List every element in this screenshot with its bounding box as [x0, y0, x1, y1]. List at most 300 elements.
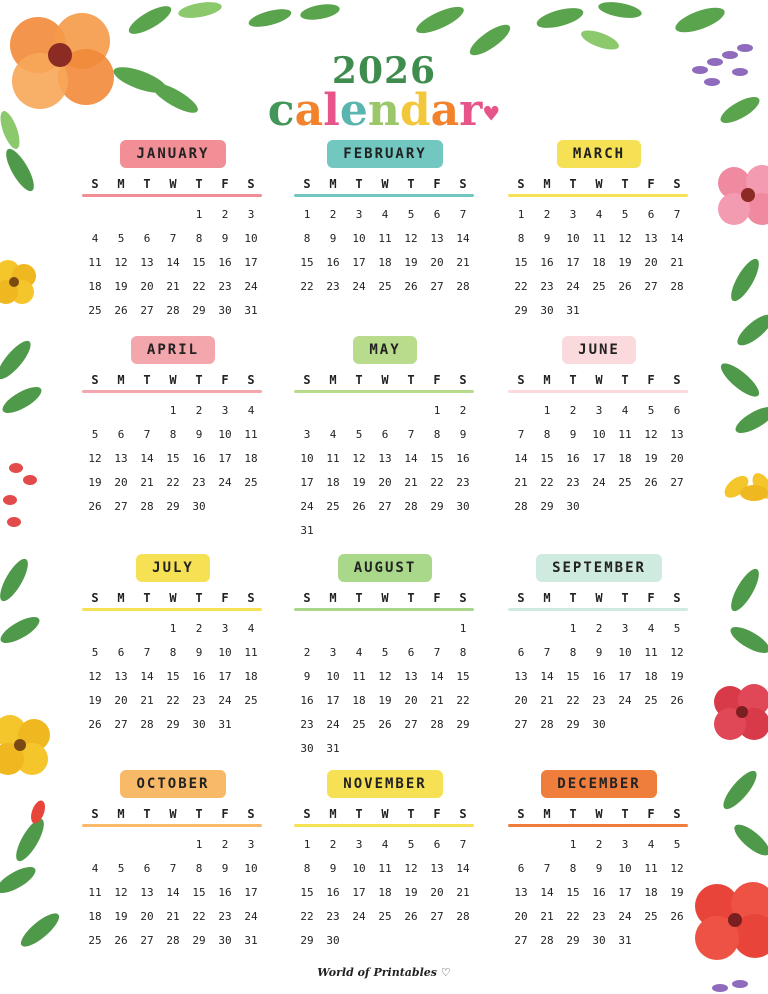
day-cell: 23: [300, 718, 314, 731]
day-cell: 13: [430, 862, 444, 875]
day-cell: 19: [88, 476, 102, 489]
day-cell: 3: [621, 838, 629, 851]
day-cell: 29: [192, 934, 206, 947]
weekday-label: T: [355, 807, 363, 821]
day-cell: 3: [355, 838, 363, 851]
month-underline: [294, 608, 474, 611]
day-cell: 23: [326, 910, 340, 923]
day-cell: 24: [244, 910, 258, 923]
day-cell: 14: [670, 232, 684, 245]
day-cell: 1: [169, 622, 177, 635]
day-cell: 28: [456, 910, 470, 923]
day-cell: 13: [140, 886, 154, 899]
day-cell: 8: [303, 862, 311, 875]
day-cell: 22: [192, 910, 206, 923]
day-cell: 21: [540, 694, 554, 707]
weekday-label: F: [433, 807, 441, 821]
day-cell: 27: [430, 280, 444, 293]
weekday-label: M: [329, 807, 337, 821]
empty-cell: [294, 617, 320, 641]
day-cell: 12: [88, 670, 102, 683]
day-cell: 30: [592, 718, 606, 731]
day-cell: 4: [647, 622, 655, 635]
day-cell: 18: [326, 476, 340, 489]
day-cell: 17: [300, 476, 314, 489]
title-letter: e: [339, 85, 368, 136]
weekday-label: W: [595, 591, 603, 605]
weekday-label: S: [673, 177, 681, 191]
weekday-label: T: [569, 373, 577, 387]
weekday-label: F: [647, 807, 655, 821]
empty-cell: [398, 399, 424, 423]
day-cell: 19: [670, 886, 684, 899]
day-cell: 5: [673, 622, 681, 635]
day-cell: 16: [192, 670, 206, 683]
weekday-header: [294, 590, 476, 606]
day-cell: 20: [404, 694, 418, 707]
month-label: AUGUST: [338, 554, 433, 582]
weekday-label: W: [381, 591, 389, 605]
day-grid: [294, 617, 476, 761]
weekday-label: T: [195, 591, 203, 605]
day-cell: 15: [566, 670, 580, 683]
day-cell: 18: [378, 256, 392, 269]
day-cell: 18: [88, 910, 102, 923]
day-cell: 13: [670, 428, 684, 441]
empty-cell: [508, 833, 534, 857]
day-cell: 15: [192, 886, 206, 899]
day-cell: 8: [169, 428, 177, 441]
day-cell: 28: [540, 718, 554, 731]
day-cell: 17: [218, 670, 232, 683]
day-cell: 20: [430, 256, 444, 269]
weekday-label: F: [221, 177, 229, 191]
day-cell: 28: [166, 304, 180, 317]
day-cell: 30: [456, 500, 470, 513]
day-cell: 21: [514, 476, 528, 489]
day-cell: 10: [244, 232, 258, 245]
month-june: [508, 336, 690, 519]
day-cell: 15: [456, 670, 470, 683]
empty-cell: [82, 833, 108, 857]
weekday-label: W: [381, 373, 389, 387]
weekday-label: S: [303, 807, 311, 821]
day-cell: 3: [247, 208, 255, 221]
month-underline: [508, 824, 688, 827]
title-letter: l: [323, 85, 340, 136]
month-underline: [508, 390, 688, 393]
day-cell: 11: [644, 862, 658, 875]
day-cell: 14: [514, 452, 528, 465]
day-cell: 3: [329, 646, 337, 659]
day-cell: 18: [244, 670, 258, 683]
weekday-label: S: [247, 373, 255, 387]
day-cell: 12: [404, 862, 418, 875]
day-cell: 13: [644, 232, 658, 245]
day-cell: 19: [88, 694, 102, 707]
day-cell: 2: [459, 404, 467, 417]
day-cell: 11: [378, 862, 392, 875]
day-cell: 6: [143, 232, 151, 245]
day-cell: 4: [91, 232, 99, 245]
day-cell: 12: [644, 428, 658, 441]
day-cell: 23: [566, 476, 580, 489]
day-cell: 8: [543, 428, 551, 441]
title-letter: d: [399, 85, 431, 136]
day-cell: 7: [459, 208, 467, 221]
day-cell: 22: [566, 694, 580, 707]
empty-cell: [320, 399, 346, 423]
day-cell: 4: [647, 838, 655, 851]
day-cell: 16: [300, 694, 314, 707]
day-cell: 18: [592, 256, 606, 269]
weekday-label: T: [407, 807, 415, 821]
calendar-title: [0, 86, 768, 139]
empty-cell: [320, 617, 346, 641]
day-cell: 23: [592, 694, 606, 707]
day-cell: 27: [140, 934, 154, 947]
weekday-label: T: [621, 373, 629, 387]
weekday-label: S: [673, 591, 681, 605]
day-grid: [508, 833, 690, 953]
month-label: JANUARY: [120, 140, 225, 168]
weekday-label: S: [91, 177, 99, 191]
day-cell: 4: [595, 208, 603, 221]
weekday-label: S: [247, 591, 255, 605]
day-cell: 27: [404, 718, 418, 731]
day-cell: 10: [352, 232, 366, 245]
day-cell: 14: [140, 670, 154, 683]
day-cell: 30: [566, 500, 580, 513]
weekday-label: T: [195, 807, 203, 821]
day-cell: 5: [647, 404, 655, 417]
weekday-label: M: [329, 373, 337, 387]
day-cell: 8: [169, 646, 177, 659]
weekday-label: S: [303, 591, 311, 605]
day-cell: 9: [221, 232, 229, 245]
day-cell: 3: [569, 208, 577, 221]
weekday-label: T: [621, 807, 629, 821]
day-cell: 19: [644, 452, 658, 465]
weekday-label: W: [381, 807, 389, 821]
weekday-header: [82, 806, 264, 822]
day-cell: 22: [300, 280, 314, 293]
day-cell: 19: [670, 670, 684, 683]
day-cell: 19: [114, 280, 128, 293]
day-cell: 11: [644, 646, 658, 659]
day-cell: 18: [644, 670, 658, 683]
day-cell: 8: [303, 232, 311, 245]
day-cell: 10: [218, 646, 232, 659]
empty-cell: [346, 617, 372, 641]
day-cell: 2: [195, 404, 203, 417]
weekday-header: [294, 806, 476, 822]
month-label: NOVEMBER: [327, 770, 442, 798]
day-cell: 11: [618, 428, 632, 441]
weekday-label: M: [543, 807, 551, 821]
day-cell: 3: [303, 428, 311, 441]
weekday-label: S: [459, 807, 467, 821]
weekday-label: T: [569, 591, 577, 605]
day-cell: 25: [618, 476, 632, 489]
day-cell: 17: [244, 256, 258, 269]
day-cell: 24: [592, 476, 606, 489]
day-cell: 9: [329, 232, 337, 245]
day-cell: 5: [117, 862, 125, 875]
day-cell: 22: [566, 910, 580, 923]
day-cell: 31: [326, 742, 340, 755]
day-cell: 27: [114, 500, 128, 513]
weekday-label: S: [91, 807, 99, 821]
yellow-flower-icon: [721, 470, 768, 502]
weekday-label: M: [117, 373, 125, 387]
day-cell: 7: [543, 862, 551, 875]
day-cell: 15: [430, 452, 444, 465]
day-cell: 19: [114, 910, 128, 923]
empty-cell: [108, 203, 134, 227]
day-cell: 22: [540, 476, 554, 489]
weekday-label: F: [647, 373, 655, 387]
day-cell: 21: [140, 476, 154, 489]
day-cell: 1: [543, 404, 551, 417]
day-cell: 16: [218, 886, 232, 899]
day-cell: 26: [670, 910, 684, 923]
weekday-label: T: [195, 177, 203, 191]
weekday-label: W: [169, 177, 177, 191]
empty-cell: [108, 617, 134, 641]
weekday-label: T: [355, 373, 363, 387]
day-cell: 10: [244, 862, 258, 875]
weekday-label: S: [517, 373, 525, 387]
day-cell: 25: [244, 694, 258, 707]
day-cell: 1: [433, 404, 441, 417]
day-cell: 28: [404, 500, 418, 513]
day-cell: 29: [540, 500, 554, 513]
day-cell: 9: [329, 862, 337, 875]
month-november: [294, 770, 476, 953]
day-cell: 6: [117, 428, 125, 441]
day-cell: 9: [595, 646, 603, 659]
day-cell: 20: [514, 694, 528, 707]
empty-cell: [108, 833, 134, 857]
weekday-label: S: [459, 177, 467, 191]
day-cell: 22: [514, 280, 528, 293]
day-grid: [294, 399, 476, 543]
empty-cell: [398, 617, 424, 641]
day-cell: 25: [644, 910, 658, 923]
day-cell: 12: [670, 646, 684, 659]
weekday-label: T: [407, 177, 415, 191]
day-cell: 10: [326, 670, 340, 683]
day-cell: 7: [143, 428, 151, 441]
empty-cell: [372, 399, 398, 423]
day-cell: 12: [114, 256, 128, 269]
day-cell: 24: [218, 694, 232, 707]
day-cell: 21: [140, 694, 154, 707]
day-cell: 13: [514, 670, 528, 683]
day-cell: 2: [221, 208, 229, 221]
day-cell: 8: [569, 646, 577, 659]
day-cell: 24: [618, 910, 632, 923]
day-cell: 6: [381, 428, 389, 441]
weekday-label: T: [355, 177, 363, 191]
day-cell: 25: [352, 718, 366, 731]
weekday-label: F: [647, 591, 655, 605]
day-grid: [508, 617, 690, 737]
day-cell: 15: [514, 256, 528, 269]
day-cell: 10: [300, 452, 314, 465]
month-label: JUNE: [562, 336, 636, 364]
day-cell: 12: [88, 452, 102, 465]
day-cell: 30: [218, 304, 232, 317]
day-cell: 7: [543, 646, 551, 659]
weekday-label: W: [169, 591, 177, 605]
day-cell: 25: [644, 694, 658, 707]
day-cell: 11: [592, 232, 606, 245]
day-cell: 25: [326, 500, 340, 513]
day-cell: 11: [326, 452, 340, 465]
day-cell: 14: [456, 862, 470, 875]
weekday-label: M: [543, 177, 551, 191]
weekday-label: M: [117, 591, 125, 605]
day-cell: 30: [300, 742, 314, 755]
day-cell: 29: [456, 718, 470, 731]
day-cell: 25: [378, 280, 392, 293]
day-cell: 6: [143, 862, 151, 875]
day-cell: 14: [140, 452, 154, 465]
day-cell: 8: [459, 646, 467, 659]
calendar-year: 2026: [331, 50, 437, 92]
weekday-label: W: [169, 807, 177, 821]
day-cell: 9: [221, 862, 229, 875]
day-cell: 18: [352, 694, 366, 707]
empty-cell: [82, 617, 108, 641]
day-cell: 18: [644, 886, 658, 899]
day-cell: 24: [300, 500, 314, 513]
day-cell: 15: [166, 452, 180, 465]
day-cell: 17: [326, 694, 340, 707]
day-cell: 20: [378, 476, 392, 489]
day-cell: 31: [244, 304, 258, 317]
day-cell: 3: [247, 838, 255, 851]
month-label: DECEMBER: [541, 770, 656, 798]
day-cell: 28: [540, 934, 554, 947]
day-cell: 24: [218, 476, 232, 489]
day-cell: 20: [430, 886, 444, 899]
day-cell: 4: [247, 622, 255, 635]
day-cell: 27: [114, 718, 128, 731]
day-cell: 7: [433, 646, 441, 659]
month-march: [508, 140, 690, 323]
day-cell: 31: [566, 304, 580, 317]
day-cell: 5: [91, 646, 99, 659]
day-cell: 6: [407, 646, 415, 659]
day-grid: [82, 399, 264, 519]
day-cell: 14: [166, 886, 180, 899]
empty-cell: [134, 399, 160, 423]
day-cell: 9: [595, 862, 603, 875]
weekday-label: S: [673, 373, 681, 387]
weekday-label: T: [407, 373, 415, 387]
red-flower-icon: [714, 684, 768, 740]
day-cell: 24: [244, 280, 258, 293]
weekday-header: [82, 176, 264, 192]
weekday-label: S: [517, 177, 525, 191]
day-cell: 9: [303, 670, 311, 683]
day-cell: 28: [140, 500, 154, 513]
day-cell: 22: [456, 694, 470, 707]
day-cell: 6: [433, 208, 441, 221]
day-cell: 1: [169, 404, 177, 417]
day-cell: 3: [221, 622, 229, 635]
day-cell: 24: [326, 718, 340, 731]
empty-cell: [508, 617, 534, 641]
day-cell: 25: [244, 476, 258, 489]
title-letter: r: [459, 85, 483, 136]
weekday-header: [82, 372, 264, 388]
weekday-label: T: [355, 591, 363, 605]
weekday-label: W: [381, 177, 389, 191]
empty-cell: [508, 399, 534, 423]
weekday-label: T: [621, 591, 629, 605]
day-cell: 29: [566, 934, 580, 947]
day-cell: 1: [569, 622, 577, 635]
weekday-label: M: [543, 373, 551, 387]
day-cell: 9: [195, 428, 203, 441]
day-cell: 16: [326, 886, 340, 899]
day-grid: [508, 399, 690, 519]
day-cell: 3: [621, 622, 629, 635]
day-cell: 22: [166, 694, 180, 707]
day-cell: 26: [88, 718, 102, 731]
day-cell: 13: [140, 256, 154, 269]
day-cell: 6: [647, 208, 655, 221]
day-cell: 18: [88, 280, 102, 293]
day-cell: 2: [329, 838, 337, 851]
day-cell: 10: [592, 428, 606, 441]
weekday-label: T: [569, 177, 577, 191]
day-cell: 10: [566, 232, 580, 245]
day-cell: 2: [303, 646, 311, 659]
month-july: [82, 554, 264, 737]
pink-flower-icon: [718, 165, 768, 225]
weekday-label: S: [247, 177, 255, 191]
month-october: [82, 770, 264, 953]
day-cell: 20: [114, 476, 128, 489]
day-cell: 17: [566, 256, 580, 269]
day-cell: 15: [566, 886, 580, 899]
weekday-label: F: [647, 177, 655, 191]
weekday-label: W: [595, 177, 603, 191]
heart-icon: ♥: [482, 101, 501, 126]
weekday-header: [508, 372, 690, 388]
weekday-label: S: [517, 807, 525, 821]
month-may: [294, 336, 476, 543]
weekday-header: [82, 590, 264, 606]
day-cell: 1: [195, 838, 203, 851]
day-grid: [82, 203, 264, 323]
month-label: MARCH: [557, 140, 641, 168]
day-cell: 17: [352, 256, 366, 269]
day-cell: 19: [378, 694, 392, 707]
brand-footer: World of Printables ♡: [317, 966, 451, 979]
day-cell: 26: [114, 304, 128, 317]
day-cell: 4: [381, 838, 389, 851]
weekday-label: M: [543, 591, 551, 605]
day-cell: 30: [218, 934, 232, 947]
day-cell: 2: [595, 622, 603, 635]
empty-cell: [160, 833, 186, 857]
